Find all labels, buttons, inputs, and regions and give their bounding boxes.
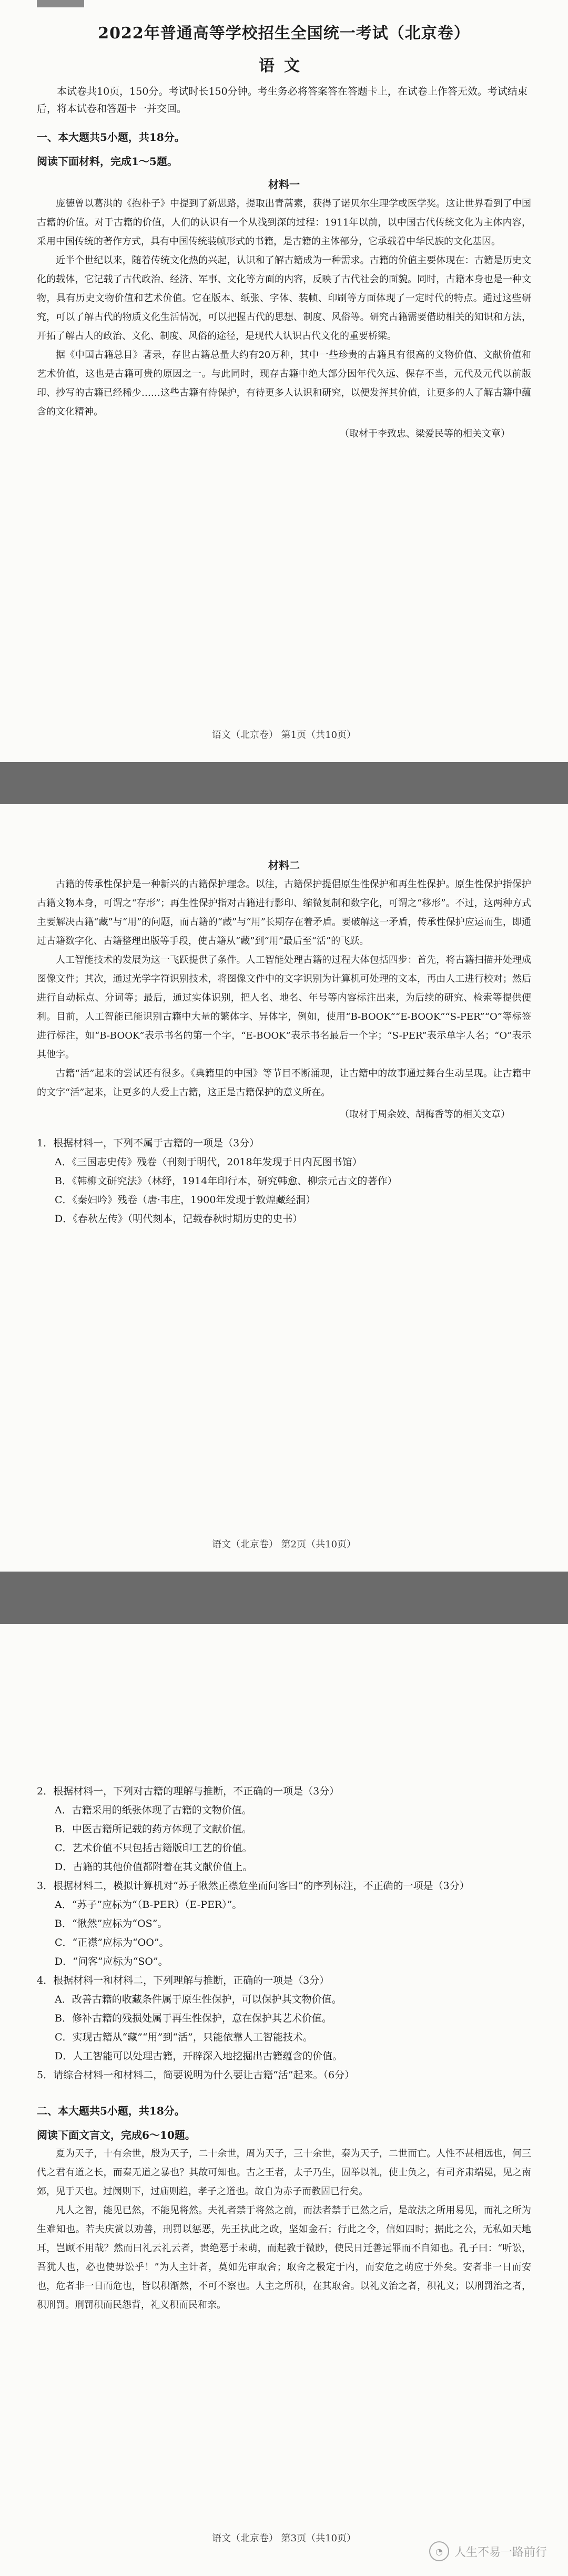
question-option: D．古籍的其他价值都附着在其文献价值上。 — [55, 1861, 253, 1873]
question-option: B．中医古籍所记载的药方体现了文献价值。 — [55, 1823, 252, 1835]
question-option: B．《韩柳文研究法》（林纾，1914年印行本，研究韩愈、柳宗元古文的著作） — [55, 1175, 398, 1187]
page-tab — [37, 0, 84, 7]
material-2-source: （取材于周余姣、胡梅香等的相关文章） — [340, 1109, 510, 1120]
exam-page-2 — [0, 804, 568, 1572]
question-stem: 3．根据材料二，模拟计算机对“苏子愀然正襟危坐而问客曰”的序列标注，不正确的一项是（3分） — [37, 1880, 470, 1892]
question-stem: 2．根据材料一，下列对古籍的理解与推断，不正确的一项是（3分） — [37, 1785, 340, 1797]
material-1-title: 材料一 — [268, 178, 300, 191]
question-option: C．《秦妇吟》残卷（唐·韦庄，1900年发现于敦煌藏经洞） — [55, 1194, 316, 1206]
question-option: A．古籍采用的纸张体现了古籍的文物价值。 — [55, 1804, 252, 1816]
section-1-title: 一、本大题共5小题，共18分。 — [37, 131, 185, 143]
material-2-title: 材料二 — [268, 859, 300, 871]
material-2-paragraph: 古籍的传承性保护是一种新兴的古籍保护理念。以往，古籍保护提倡原生性保护和再生性保护。原生性保护指保护古籍文物本身，可谓之“存形”；再生性保护指对古籍进行影印、缩微复制和数字化，可谓之“移形”。不过，这两种方式主要解决古籍“藏”与“用”的问题，而古籍的“藏”与“用”长期存在着矛盾。要破解这一矛盾，传承性保护应运而生，即通过古籍数字化、古籍整理出版等手段，使古籍从“藏”到“用”最后至“活”的飞跃。 — [37, 879, 531, 947]
page-footer: 语文（北京卷） 第1页（共10页） — [211, 730, 357, 741]
question-option: B．修补古籍的残损处属于再生性保护，意在保护其艺术价值。 — [55, 2013, 332, 2024]
exam-title: 2022年普通高等学校招生全国统一考试（北京卷） — [98, 24, 470, 43]
section-1-instruction: 阅读下面材料，完成1～5题。 — [37, 155, 178, 168]
material-1-source: （取材于李致忠、梁爱民等的相关文章） — [340, 428, 510, 439]
question-option: C．艺术价值不只包括古籍版印工艺的价值。 — [55, 1842, 252, 1854]
exam-notice: 本试卷共10页，150分。考试时长150分钟。考生务必将答案答在答题卡上，在试卷上作答无效。考试结束后，将本试卷和答题卡一并交回。 — [37, 86, 528, 115]
page-footer: 语文（北京卷） 第3页（共10页） — [211, 2533, 357, 2544]
classical-text-paragraph: 夏为天子，十有余世，殷为天子，二十余世，周为天子，三十余世，秦为天子，二世而亡。人性不甚相远也，何三代之君有道之长，而秦无道之暴也？其故可知也。古之王者，太子乃生，固举以礼，使士负之，有司齐肃端冕，见之南郊，见于天也。过阙则下，过庙则趋，孝子之道也。故自为赤子而教固已行矣。 — [37, 2148, 531, 2197]
question-stem: 1．根据材料一，下列不属于古籍的一项是（3分） — [37, 1137, 260, 1149]
question-option: A．《三国志史传》残卷（刊刻于明代，2018年发现于日内瓦图书馆） — [55, 1156, 362, 1168]
material-2-paragraph: 人工智能技术的发展为这一飞跃提供了条件。人工智能处理古籍的过程大体包括四步：首先，将古籍扫描并处理成图像文件；其次，通过光学字符识别技术，将图像文件中的文字识别为计算机可处理的文本，再由人工进行校对；然后进行自动标点、分词等；最后，通过实体识别，把人名、地名、年号等内容标注出来，为后续的研究、检索等提供便利。目前，人工智能已能识别古籍中大量的繁体字、异体字，例如，使用“B-BOOK”“E-BOOK”“S-PER”“O”等标签进行标注，如“B-BOOK”表示书名的第一个字，“E-BOOK”表示书名最后一个字；“S-PER”表示单字人名；“O”表示其他字。 — [37, 955, 531, 1060]
exam-page-3 — [0, 1624, 568, 2576]
question-option: C．实现古籍从“藏”“用”到“活”，只能依靠人工智能技术。 — [55, 2031, 313, 2043]
question-stem: 4．根据材料一和材料二，下列理解与推断，正确的一项是（3分） — [37, 1975, 330, 1986]
page-footer: 语文（北京卷） 第2页（共10页） — [211, 1539, 357, 1550]
material-1-paragraph: 近半个世纪以来，随着传统文化热的兴起，认识和了解古籍成为一种需求。古籍的价值主要体现在：古籍是历史文化的载体，它记载了古代政治、经济、军事、文化等方面的内容，反映了古代社会的面貌。同时，古籍本身也是一种文物，具有历史文物价值和艺术价值。它在版本、纸张、字体、装帧、印刷等方面体现了一定时代的特点。通过这些研究，可以了解古代的物质文化生活情况，可以把握古代的思想、制度、风俗等。研究古籍需要借助相关的知识和方法，开拓了解古人的政治、文化、制度、风俗的途径，是现代人认识古代文化的重要桥梁。 — [37, 255, 531, 342]
question-option: C．“正襟”应标为“OO”。 — [55, 1937, 169, 1948]
material-2-paragraph: 古籍“活”起来的尝试还有很多。《典籍里的中国》等节目不断涌现，让古籍中的故事通过舞台生动呈现。让古籍中的文字“活”起来，让更多的人爱上古籍，这正是古籍保护的意义所在。 — [37, 1068, 531, 1098]
classical-text-paragraph: 凡人之智，能见已然，不能见将然。夫礼者禁于将然之前，而法者禁于已然之后，是故法之所用易见，而礼之所为生难知也。若夫庆赏以劝善，刑罚以惩恶，先王执此之政，坚如金石；行此之令，信如四时；据此之公，无私如天地耳，岂顾不用哉？然而曰礼云礼云者，贵绝恶于未萌，而起教于微眇，使民日迁善远罪而不自知也。孔子曰：“听讼，吾犹人也，必也使毋讼乎！”为人主计者，莫如先审取舍；取舍之极定于内，而安危之萌应于外矣。安者非一日而安也，危者非一日而危也，皆以积渐然，不可不察也。人主之所积，在其取舍。以礼义治之者，积礼义；以刑罚治之者，积刑罚。刑罚积而民怨背，礼义积而民和亲。 — [37, 2205, 531, 2311]
watermark — [429, 2541, 547, 2561]
section-2-title: 二、本大题共5小题，共18分。 — [37, 2105, 185, 2117]
subject-title: 语文 — [259, 57, 309, 75]
question-option: D．人工智能可以处理古籍，开辟深入地挖掘出古籍蕴含的价值。 — [55, 2050, 343, 2062]
question-option: A．改善古籍的收藏条件属于原生性保护，可以保护其文物价值。 — [55, 1994, 342, 2005]
watermark-logo-icon: ◔ — [429, 2541, 449, 2561]
question-stem: 5．请综合材料一和材料二，简要说明为什么要让古籍“活”起来。（6分） — [37, 2069, 355, 2081]
question-option: A．“苏子”应标为“（B-PER）（E-PER）”。 — [55, 1899, 242, 1911]
material-1-paragraph: 庞德曾以葛洪的《抱朴子》中提到了新思路，提取出青蒿素，获得了诺贝尔生理学或医学奖。这让世界看到了中国古籍的价值。对于古籍的价值，人们的认识有一个从浅到深的过程：1911年以前，以中国古代传统文化为主体内容，采用中国传统的著作方式，具有中国传统装帧形式的书籍，是古籍的主体部分，它承载着中华民族的文化基因。 — [37, 198, 531, 247]
material-1-paragraph: 据《中国古籍总目》著录，存世古籍总量大约有20万种，其中一些珍贵的古籍具有很高的文物价值、文献价值和艺术价值，这也是古籍可贵的原因之一。与此同时，现存古籍中绝大部分因年代久远、保存不当，元代及元代以前版印、抄写的古籍已经稀少……这些古籍有待保护，有待更多人认识和研究，以便发挥其价值，让更多的人了解古籍中蕴含的文化精神。 — [37, 350, 531, 417]
question-option: D．《春秋左传》（明代刻本，记载春秋时期历史的史书） — [55, 1213, 303, 1225]
question-option: D．“问客”应标为“SO”。 — [55, 1956, 168, 1967]
exam-page-1 — [0, 0, 568, 762]
section-2-instruction: 阅读下面文言文，完成6～10题。 — [37, 2129, 196, 2141]
question-option: B．“愀然”应标为“OS”。 — [55, 1918, 168, 1930]
watermark-text: 人生不易一路前行 — [454, 2546, 547, 2559]
